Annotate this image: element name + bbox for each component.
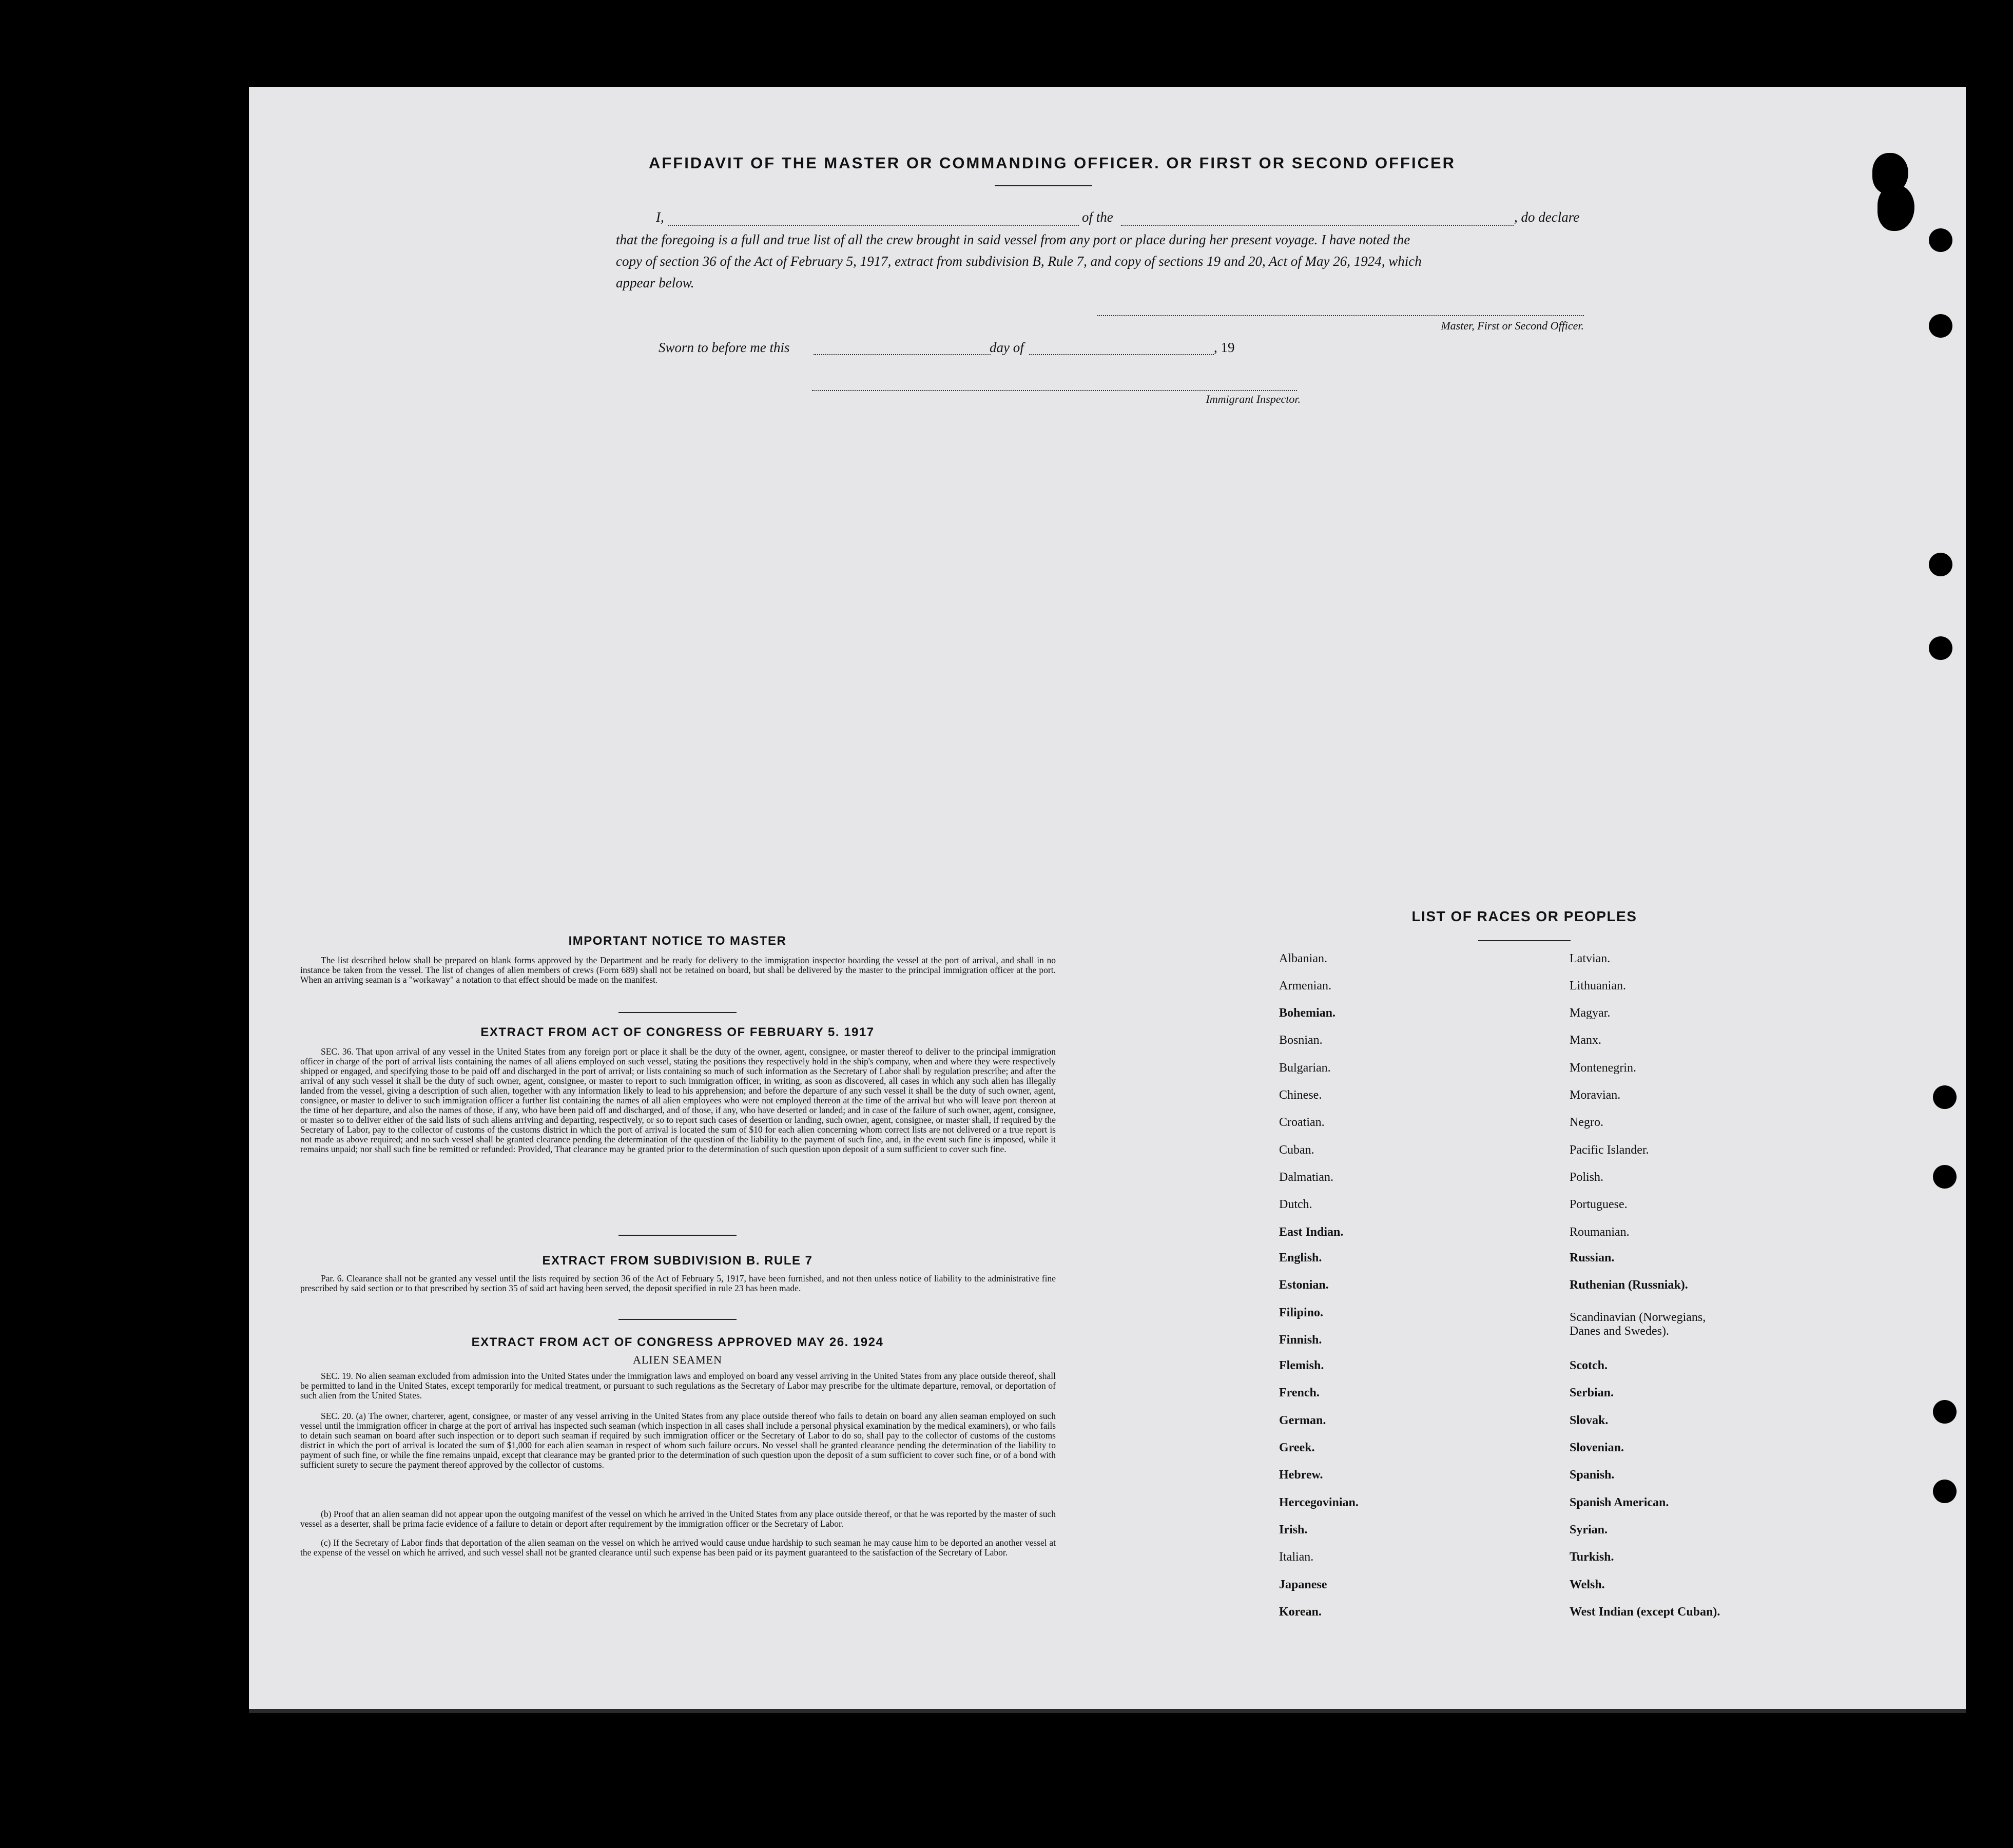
race-item: Ruthenian (Russniak).: [1570, 1278, 1688, 1292]
rule7-title: EXTRACT FROM SUBDIVISION B. RULE 7: [542, 1254, 813, 1268]
rule7-body: Par. 6. Clearance shall not be granted any vessel until the lists required by section 36 of the Act of February 5, 1917, have been furnished, and not then unless notice of liability to the administrative fine prescribed by said section or to that prescribed by section 35 of said act having been served, the deposit specified in rule 23 has been made.: [300, 1273, 1056, 1293]
affidavit-body: [616, 229, 1584, 294]
race-item: Dalmatian.: [1279, 1171, 1333, 1184]
race-item: Greek.: [1279, 1441, 1315, 1454]
day-of-label: day of: [990, 340, 1024, 355]
vessel-name-field[interactable]: [1121, 225, 1514, 226]
affidavit-line-2: copy of section 36 of the Act of February 5, 1917, extract from subdivision B, Rule 7, and copy of sections 19 and 20, Act of May 26, 1924, which: [616, 254, 1422, 269]
title-rule: [995, 185, 1092, 186]
race-item: Polish.: [1570, 1171, 1604, 1184]
race-item: Irish.: [1279, 1523, 1308, 1536]
race-item: Italian.: [1279, 1550, 1314, 1564]
declare-label: , do declare: [1514, 209, 1580, 225]
race-item: Montenegrin.: [1570, 1061, 1636, 1075]
extract-1924-subtitle: ALIEN SEAMEN: [633, 1353, 722, 1366]
race-item: Welsh.: [1570, 1578, 1605, 1591]
races-title-rule: [1478, 940, 1571, 941]
binder-hole: [1933, 1165, 1957, 1189]
section-rule: [618, 1319, 737, 1320]
section-rule: [618, 1012, 737, 1013]
race-item: Croatian.: [1279, 1116, 1325, 1129]
race-item: Turkish.: [1570, 1550, 1614, 1564]
races-title: LIST OF RACES OR PEOPLES: [1411, 908, 1637, 924]
race-item: Spanish.: [1570, 1468, 1615, 1482]
race-item: Japanese: [1279, 1578, 1327, 1591]
binder-hole: [1929, 314, 1952, 338]
race-item: Scotch.: [1570, 1359, 1608, 1372]
race-item: East Indian.: [1279, 1225, 1344, 1239]
affidavit-line-3: appear below.: [616, 275, 694, 290]
race-item: Latvian.: [1570, 952, 1611, 965]
declarant-label: I,: [656, 209, 664, 225]
binder-hole: [1933, 1085, 1957, 1109]
sworn-month-field[interactable]: [1029, 354, 1214, 355]
race-item: German.: [1279, 1414, 1326, 1427]
race-item: Spanish American.: [1570, 1496, 1669, 1509]
binder-hole: [1929, 228, 1952, 252]
race-item: West Indian (except Cuban).: [1570, 1605, 1720, 1619]
race-item: Finnish.: [1279, 1333, 1322, 1347]
race-item: Slovenian.: [1570, 1441, 1624, 1454]
race-item: Slovak.: [1570, 1414, 1609, 1427]
race-item: Estonian.: [1279, 1278, 1329, 1292]
notice-body: The list described below shall be prepared on blank forms approved by the Department and be ready for delivery to the immigration inspector boarding the vessel at the port of arrival, and shall in no instance be taken from the vessel. The list of changes of alien members of crews (Form 689) shall not be retained on board, but shall be delivered by the master to the principal immigration officer at the port. When an arriving seaman is a "workaway" a notation to that effect should be made on the manifest.: [300, 955, 1056, 985]
race-item: Dutch.: [1279, 1198, 1312, 1211]
declarant-name-field[interactable]: [668, 225, 1079, 226]
race-item: Flemish.: [1279, 1359, 1324, 1372]
race-item: Bulgarian.: [1279, 1061, 1331, 1075]
sec20b-body: (b) Proof that an alien seaman did not appear upon the outgoing manifest of the vessel on which he arrived in the United States from any place outside thereof, or that he was reported by the master of such vessel as a deserter, shall be prima facie evidence of a failure to detain or deport after requirement by the immigration officer or the Secretary of Labor.: [300, 1509, 1056, 1529]
race-item: Pacific Islander.: [1570, 1143, 1649, 1157]
race-item: Moravian.: [1570, 1088, 1621, 1102]
notice-title: IMPORTANT NOTICE TO MASTER: [568, 934, 787, 948]
race-item: Manx.: [1570, 1034, 1601, 1047]
race-item: Albanian.: [1279, 952, 1327, 965]
race-item: French.: [1279, 1386, 1320, 1399]
race-item: Syrian.: [1570, 1523, 1608, 1536]
race-item: Korean.: [1279, 1605, 1322, 1619]
sec20c-body: (c) If the Secretary of Labor finds that deportation of the alien seaman on the vessel on which he arrived would cause undue hardship to such seaman he may cause him to be deported an another vessel at the expense of the vessel on which he arrived, and such vessel shall not be granted clearance until such expense has been paid or its payment guaranteed to the satisfaction of the Secretary of Labor.: [300, 1538, 1056, 1558]
affidavit-line-1: that the foregoing is a full and true list of all the crew brought in said vessel from any port or place during her present voyage. I have noted the: [616, 232, 1410, 247]
race-item: Roumanian.: [1570, 1225, 1630, 1239]
race-item: Magyar.: [1570, 1006, 1611, 1020]
race-item: Portuguese.: [1570, 1198, 1628, 1211]
binder-hole: [1933, 1480, 1957, 1503]
affidavit-title: AFFIDAVIT OF THE MASTER OR COMMANDING OFFICER. OR FIRST OR SECOND OFFICER: [648, 154, 1456, 172]
sec20a-body: SEC. 20. (a) The owner, charterer, agent, consignee, or master of any vessel arriving in the United States from any place outside thereof who fails to detain on board any alien seaman employed on such vessel until the immigration officer in charge at the port of arrival has inspected such seaman (which inspection in all cases shall include a personal physical examination by the medical examiners), or who fails to detain such seaman on board after such inspection or to deport such seaman if required by such immigration officer or the Secretary of Labor to do so, shall pay to the collector of customs of the customs district in which the port of arrival is located the sum of $1,000 for each alien seaman in respect of whom such failure occurs. No vessel shall be granted clearance pending the determination of the liability to payment of such fine, or while the fine remains unpaid, except that clearance may be granted prior to the determination of such question upon the deposit of a sum sufficient to cover such fine, or of a bond with sufficient surety to secure the payment thereof approved by the collector of customs.: [300, 1411, 1056, 1470]
page-edge-shadow: [249, 1709, 1966, 1713]
binder-hole: [1933, 1400, 1957, 1424]
inspector-caption: Immigrant Inspector.: [1206, 393, 1301, 405]
race-item: Russian.: [1570, 1251, 1615, 1265]
sworn-label: Sworn to before me this: [659, 340, 790, 355]
race-item: Cuban.: [1279, 1143, 1314, 1157]
race-item: Hebrew.: [1279, 1468, 1323, 1482]
race-item: Lithuanian.: [1570, 979, 1626, 993]
race-item: Negro.: [1570, 1116, 1603, 1129]
binder-hole: [1929, 553, 1952, 576]
race-item: Bohemian.: [1279, 1006, 1336, 1020]
race-item: Armenian.: [1279, 979, 1331, 993]
race-item: Scandinavian (Norwegians, Danes and Swedes).: [1570, 1311, 1706, 1338]
race-item: Filipino.: [1279, 1306, 1324, 1319]
extract-1917-title: EXTRACT FROM ACT OF CONGRESS OF FEBRUARY 5. 1917: [480, 1025, 875, 1039]
section-rule: [618, 1235, 737, 1236]
vessel-label: of the: [1082, 209, 1113, 225]
extract-1917-body: SEC. 36. That upon arrival of any vessel in the United States from any foreign port or place it shall be the duty of the owner, agent, consignee, or master thereof to deliver to the principal immigration officer in charge of the port of arrival lists containing the names of all aliens employed on such vessel, stating the positions they respectively hold in the ship's company, when and where they were respectively shipped or engaged, and specifying those to be paid off and discharged in the port of arrival; or lists containing so much of such information as the Secretary of Labor shall by regulation prescribe; and after the arrival of any such vessel it shall be the duty of such owner, agent, consignee, or master to report to such immigration officer, in writing, as soon as discovered, all cases in which any such alien has illegally landed from the vessel, giving a description of such alien, together with any information likely to lead to his apprehension; and before the departure of any such vessel it shall be the duty of such owner, agent, consignee, or master to deliver to such immigration officer a further list containing the names of all alien employees who were not employed thereon at the time of the arrival but who will leave port thereon at the time of her departure, and also the names of those, if any, who have been paid off and discharged, and of those, if any, who have deserted or landed; and in case of the failure of such owner, agent, consignee, or master so to deliver either of the said lists of such aliens arriving and departing, respectively, or so to report such cases of desertion or landing, such owner, agent, consignee, or master shall, if required by the Secretary of Labor, pay to the collector of customs of the customs district in which the port of arrival is located the sum of $10 for each alien concerning whom correct lists are not delivered or a true report is not made as above required; and no such vessel shall be granted clearance pending the determination of the question of the liability to the payment of such fine, and, in the event such fine is imposed, while it remains unpaid; nor shall such fine be remitted or refunded: Provided, That clearance may be granted prior to the determination of such question upon deposit of a sum sufficient to cover such fine.: [300, 1046, 1056, 1154]
binder-hole: [1929, 636, 1952, 660]
race-item: Chinese.: [1279, 1088, 1322, 1102]
year-label: , 19: [1214, 340, 1235, 355]
race-item: Hercegovinian.: [1279, 1496, 1359, 1509]
extract-1924-title: EXTRACT FROM ACT OF CONGRESS APPROVED MAY 26. 1924: [471, 1335, 884, 1349]
master-signature-field[interactable]: [1097, 315, 1584, 316]
master-caption: Master, First or Second Officer.: [1441, 319, 1584, 332]
sec19-body: SEC. 19. No alien seaman excluded from admission into the United States under the immigration laws and employed on board any vessel arriving in the United States from any place outside thereof, shall be permitted to land in the United States, except temporarily for medical treatment, or pursuant to such regulations as the Secretary of Labor may prescribe for the ultimate departure, removal, or deportation of such alien from the United States.: [300, 1371, 1056, 1400]
race-item: Serbian.: [1570, 1386, 1614, 1399]
race-item: Bosnian.: [1279, 1034, 1323, 1047]
inspector-signature-field[interactable]: [812, 390, 1297, 391]
race-item: English.: [1279, 1251, 1322, 1265]
sworn-day-field[interactable]: [814, 354, 991, 355]
